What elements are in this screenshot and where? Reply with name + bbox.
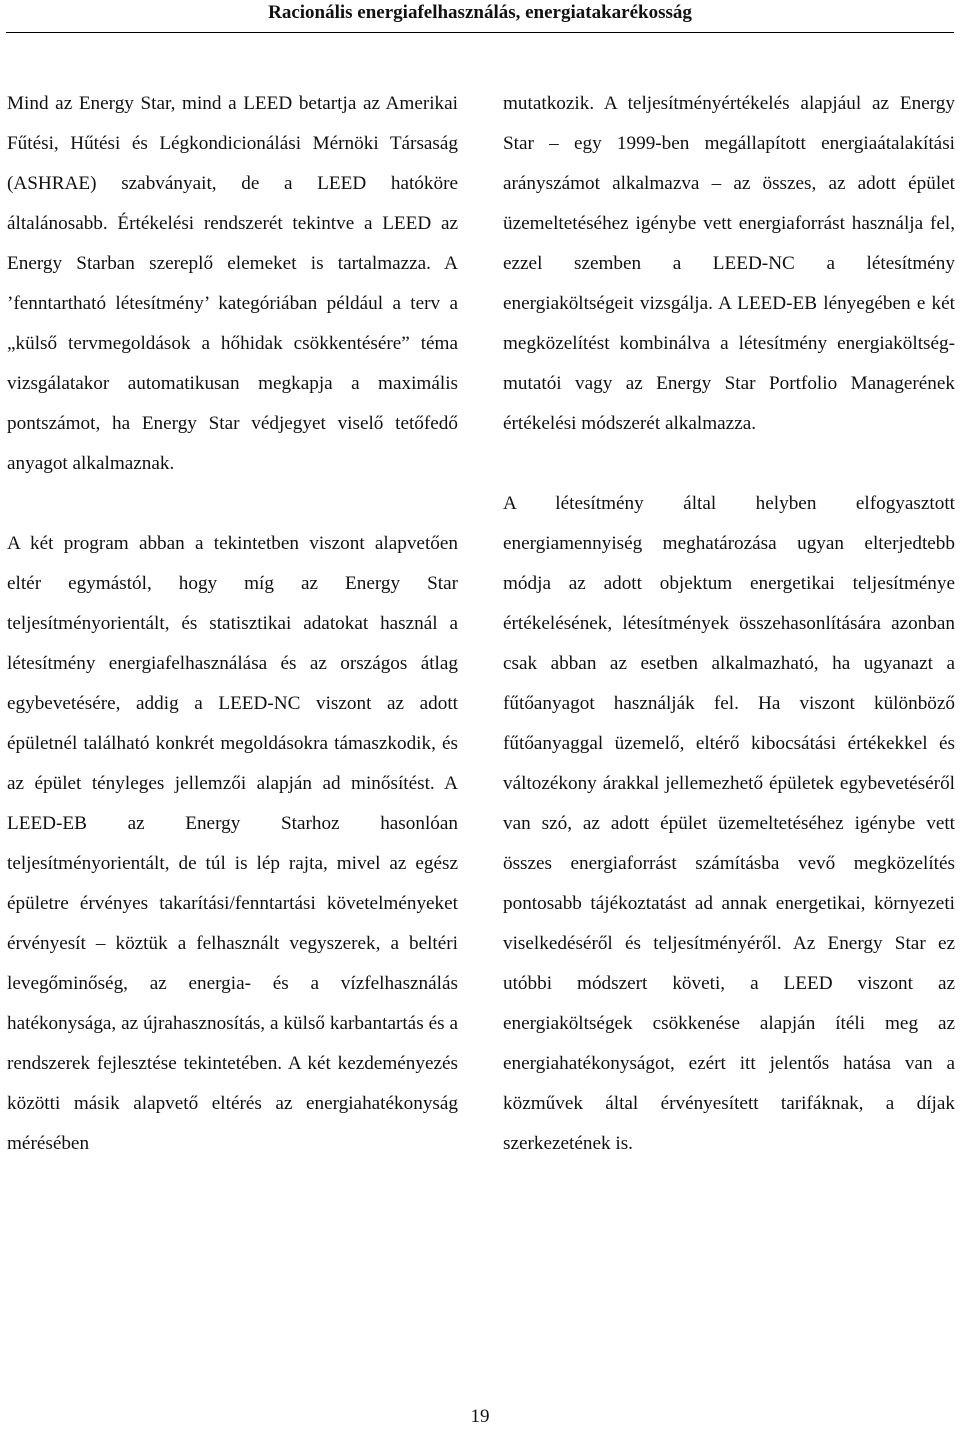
- page-number: 19: [470, 1406, 490, 1427]
- right-paragraph-2: A létesítmény által helyben elfogyasztott energiamennyiség meghatározása ugyan elterjedtebb módja az adott objektum energetikai teljesítménye értékelésének, létesítmények összehasonlítására azonban csak abban az esetben alkalmazható, ha ugyanazt a fűtőanyagot használják fel. Ha viszont különböző fűtőanyaggal üzemelő, eltérő kibocsátási értékekkel és változékony árakkal jellemezhető épületek egybevetéséről van szó, az adott épület üzemeltetéséhez igénybe vett összes energiaforrást számításba vevő megközelítés pontosabb tájékoztatást ad annak energetikai, környezeti viselkedéséről és teljesítményéről. Az Energy Star ez utóbbi módszert követi, a LEED viszont az energiaköltségek csökkenése alapján ítéli meg az energiahatékonyságot, ezért itt jelentős hatása van a közművek által érvényesített tarifáknak, a díjak szerkezetének is.: [503, 493, 955, 1154]
- right-text-column: [503, 84, 955, 1164]
- left-paragraph-1: Mind az Energy Star, mind a LEED betartja az Amerikai Fűtési, Hűtési és Légkondicionálási Mérnöki Társaság (ASHRAE) szabványait, de a LEED hatóköre általánosabb. Értékelési rendszerét tekintve a LEED az Energy Starban szereplő elemeket is tartalmazza. A ’fenntartható létesítmény’ kategóriában például a terv a „külső tervmegoldások a hőhidak csökkentésére” téma vizsgálatakor automatikusan megkapja a maximális pontszámot, ha Energy Star védjegyet viselő tetőfedő anyagot alkalmaznak.: [7, 93, 458, 474]
- running-header-title: Racionális energiafelhasználás, energiatakarékosság: [268, 2, 692, 23]
- left-text-column: [7, 84, 458, 1164]
- right-paragraph-1: mutatkozik. A teljesítményértékelés alapjául az Energy Star – egy 1999-ben megállapított energiaátalakítási arányszámot alkalmazva – az összes, az adott épület üzemeltetéséhez igénybe vett energiaforrást használja fel, ezzel szemben a LEED-NC a létesítmény energiaköltségeit vizsgálja. A LEED-EB lényegében e két megközelítést kombinálva a létesítmény energiaköltség-mutatói vagy az Energy Star Portfolio Managerének értékelési módszerét alkalmazza.: [503, 93, 955, 434]
- running-header: [0, 0, 960, 33]
- header-divider: [6, 32, 954, 33]
- left-paragraph-2: A két program abban a tekintetben viszont alapvetően eltér egymástól, hogy míg az Energy Star teljesítményorientált, és statisztikai adatokat használ a létesítmény energiafelhasználása és az országos átlag egybevetésére, addig a LEED-NC viszont az adott épületnél található konkrét megoldásokra támaszkodik, és az épület tényleges jellemzői alapján ad minősítést. A LEED-EB az Energy Starhoz hasonlóan teljesítményorientált, de túl is lép rajta, mivel az egész épületre érvényes takarítási/fenntartási követelményeket érvényesít – köztük a felhasznált vegyszerek, a beltéri levegőminőség, az energia- és a vízfelhasználás hatékonysága, az újrahasznosítás, a külső karbantartás és a rendszerek fejlesztése tekintetében. A két kezdeményezés közötti másik alapvető eltérés az energiahatékonyság mérésében: [7, 533, 458, 1154]
